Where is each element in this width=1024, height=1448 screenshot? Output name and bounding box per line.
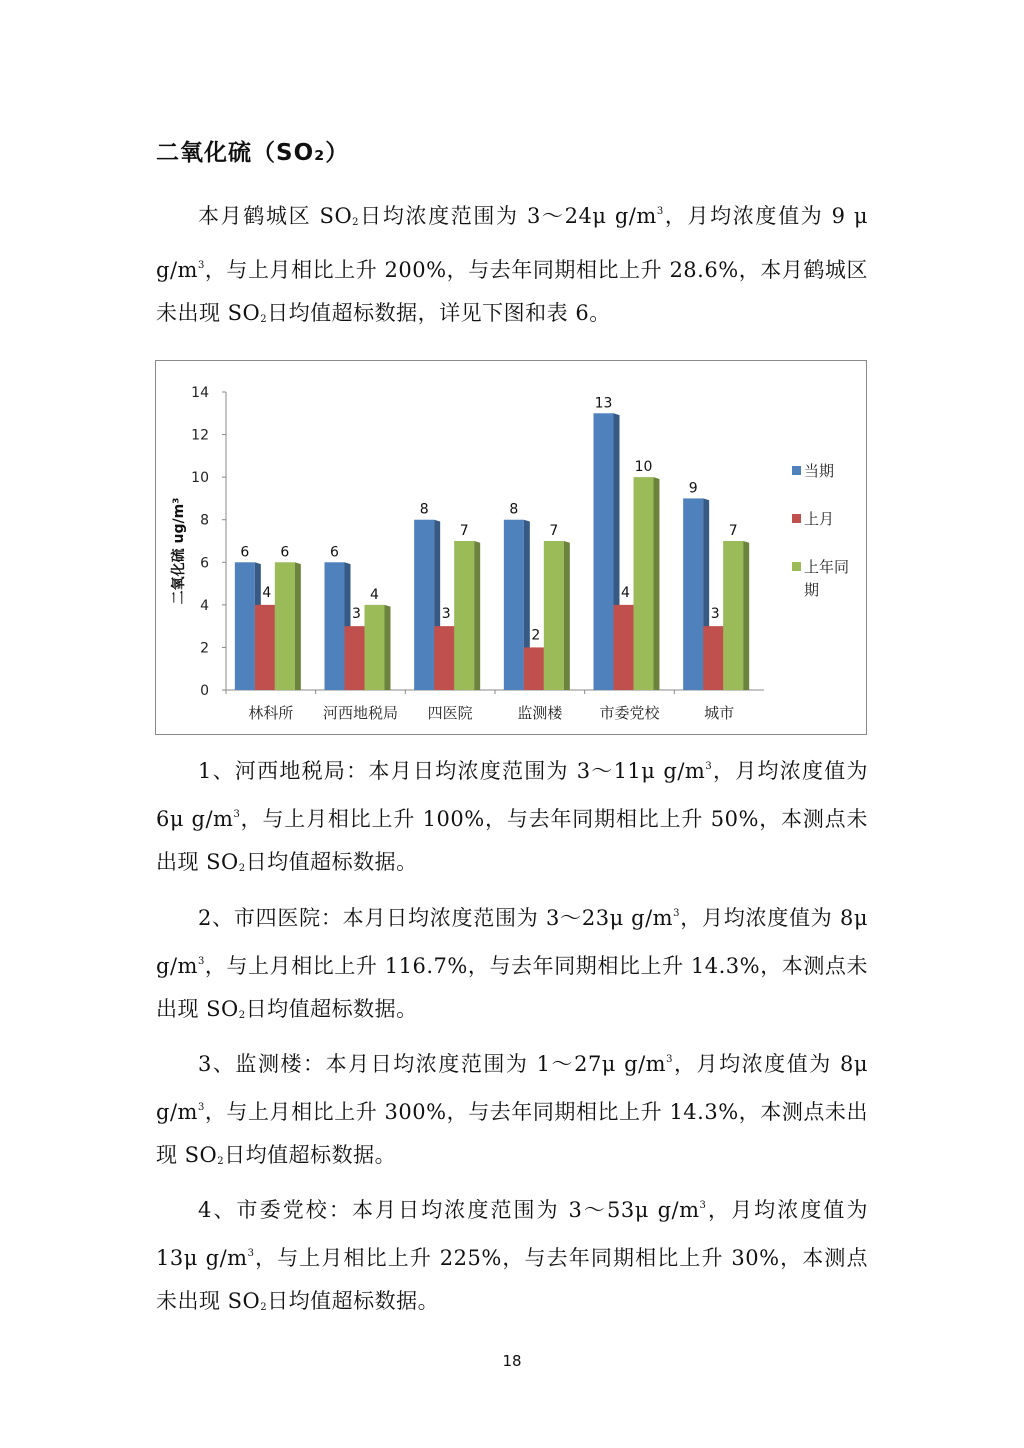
data-label: 7 xyxy=(549,523,559,539)
legend-swatch xyxy=(792,562,801,571)
x-category-label: 河西地税局 xyxy=(322,704,399,722)
bar xyxy=(414,520,434,690)
so2-bar-chart xyxy=(155,360,867,735)
data-label: 7 xyxy=(459,523,469,539)
legend-label-cont: 期 xyxy=(804,581,820,599)
data-label: 7 xyxy=(728,523,738,539)
legend-label: 上年同 xyxy=(804,558,850,576)
y-tick-label: 14 xyxy=(191,385,209,401)
data-label: 4 xyxy=(262,584,272,601)
x-category-label: 监测楼 xyxy=(517,704,563,722)
data-label: 2 xyxy=(531,627,541,644)
bar xyxy=(345,626,365,690)
x-category-label: 林科所 xyxy=(248,704,294,722)
page-number: 18 xyxy=(502,1352,522,1370)
bar xyxy=(365,605,385,690)
bar-side xyxy=(474,541,480,690)
bar-side xyxy=(654,477,660,690)
bar-side xyxy=(385,605,391,690)
x-category-label: 四医院 xyxy=(427,704,473,722)
x-category-label: 城市 xyxy=(704,704,735,722)
y-tick-label: 8 xyxy=(200,512,209,529)
data-label: 8 xyxy=(419,501,429,518)
data-label: 3 xyxy=(441,606,451,623)
data-label: 10 xyxy=(634,459,653,476)
chart-canvas xyxy=(156,361,868,736)
y-tick-label: 2 xyxy=(200,640,209,657)
bar-side xyxy=(743,541,749,690)
bar xyxy=(594,413,614,690)
bar xyxy=(544,541,564,690)
y-tick-label: 10 xyxy=(191,470,209,487)
y-tick-label: 12 xyxy=(191,427,209,444)
bar xyxy=(504,520,524,690)
data-label: 4 xyxy=(621,584,630,601)
y-axis-title: 二氧化硫 ug/m³ xyxy=(171,497,187,605)
bar xyxy=(275,562,295,690)
data-label: 4 xyxy=(370,586,379,603)
bar-side xyxy=(564,541,570,690)
bar xyxy=(235,562,255,690)
x-category-label: 市委党校 xyxy=(599,704,660,722)
paragraph-monitoring-building: 3、监测楼：本月日均浓度范围为 1～27μ $g/m^3$，月均浓度值为 8μ $g/m^3$，与上月相比上升 300%，与去年同期相比上升 14.3%，本测点未出现 $SO_2$日均值超标数据。 xyxy=(156,1052,868,1167)
data-label: 3 xyxy=(710,606,720,623)
chart-legend xyxy=(792,462,849,599)
legend-swatch xyxy=(792,466,801,475)
paragraph-party-school: 4、市委党校：本月日均浓度范围为 3～53μ $g/m^3$，月均浓度值为 13μ $g/m^3$，与上月相比上升 225%，与去年同期相比上升 30%，本测点未出现 $SO_2$日均值超标数据。 xyxy=(156,1198,869,1313)
legend-swatch xyxy=(792,514,801,523)
data-label: 3 xyxy=(352,606,361,623)
y-tick-label: 6 xyxy=(200,555,209,572)
bar xyxy=(325,562,345,690)
bar xyxy=(723,541,743,690)
chart-bars xyxy=(235,395,749,690)
data-label: 6 xyxy=(240,544,250,561)
data-label: 9 xyxy=(688,480,698,497)
bar-side xyxy=(295,562,301,690)
y-tick-label: 0 xyxy=(200,683,209,699)
bar xyxy=(434,626,454,690)
y-tick-label: 4 xyxy=(200,597,209,614)
data-label: 6 xyxy=(330,544,339,561)
paragraph-city-fourth-hospital: 2、市四医院：本月日均浓度范围为 3～23μ $g/m^3$，月均浓度值为 8μ $g/m^3$，与上月相比上升 116.7%，与去年同期相比上升 14.3%，本测点未出现 $SO_2$日均值超标数据。 xyxy=(156,906,868,1021)
intro-paragraph: 本月鹤城区 $SO_2$日均浓度范围为 3～24μ $g/m^3$，月均浓度值为 9 μ $g/m^3$，与上月相比上升 200%，与去年同期相比上升 28.6%，本月鹤城区未出现 $SO_2$日均值超标数据，详见下图和表 6。 xyxy=(156,204,869,325)
bar xyxy=(703,626,723,690)
section-heading: 二氧化硫（SO₂） xyxy=(156,140,350,166)
bar xyxy=(454,541,474,690)
legend-label: 当期 xyxy=(804,462,835,480)
bar xyxy=(614,605,634,690)
bar xyxy=(634,477,654,690)
bar xyxy=(255,605,275,690)
data-label: 13 xyxy=(594,395,613,412)
bar xyxy=(524,647,544,690)
paragraph-hexi-tax-bureau: 1、河西地税局：本月日均浓度范围为 3～11μ $g/m^3$，月均浓度值为 6μ $g/m^3$，与上月相比上升 100%，与去年同期相比上升 50%，本测点未出现 $SO_2$日均值超标数据。 xyxy=(156,759,868,874)
data-label: 6 xyxy=(280,544,290,561)
legend-label: 上月 xyxy=(804,510,835,528)
data-label: 8 xyxy=(509,501,519,518)
bar xyxy=(683,498,703,690)
